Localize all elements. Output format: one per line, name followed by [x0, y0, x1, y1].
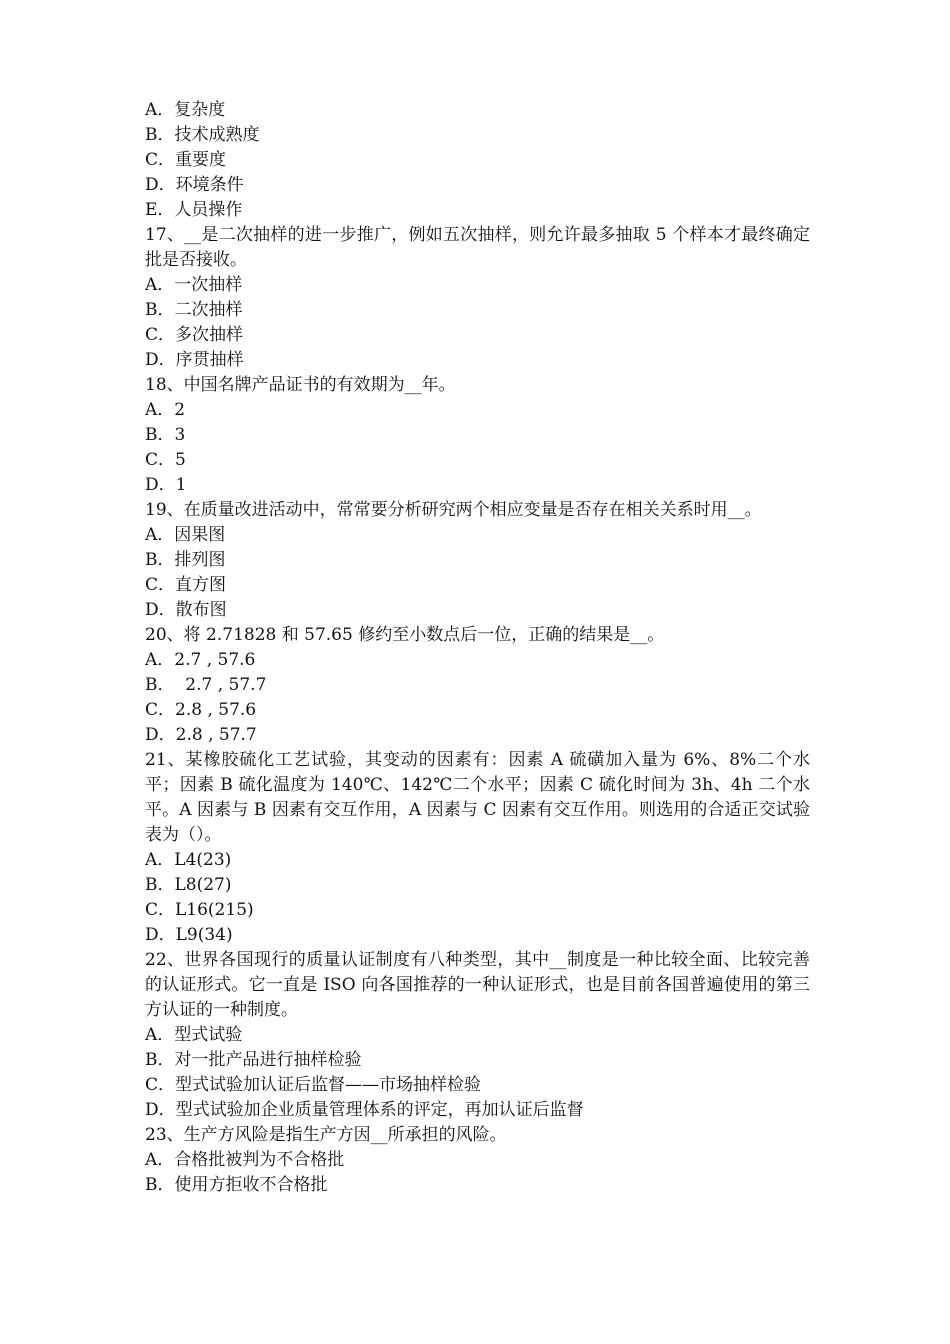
option-line: C．L16(215) [145, 900, 254, 920]
option-line: B． 2.7 , 57.7 [145, 675, 267, 695]
option-line: A．型式试验 [145, 1025, 243, 1045]
option-line: C．5 [145, 450, 186, 470]
document-page [145, 98, 810, 1198]
question-20: 20、将 2.71828 和 57.65 修约至小数点后一位，正确的结果是__。 [145, 625, 665, 645]
option-line: B．3 [145, 425, 186, 445]
option-line: B．技术成熟度 [145, 125, 260, 145]
option-line: D．散布图 [145, 600, 227, 620]
option-line: D．序贯抽样 [145, 350, 244, 370]
question-19: 19、在质量改进活动中，常常要分析研究两个相应变量是否存在相关关系时用__。 [145, 500, 762, 520]
option-line: A．合格批被判为不合格批 [145, 1150, 345, 1170]
option-line: D．1 [145, 475, 187, 495]
option-line: B．排列图 [145, 550, 226, 570]
option-line: E．人员操作 [145, 200, 243, 220]
option-line: C．直方图 [145, 575, 227, 595]
option-line: A．2 [145, 400, 186, 420]
option-line: C．2.8 , 57.6 [145, 700, 257, 720]
option-line: A．因果图 [145, 525, 226, 545]
option-line: D．环境条件 [145, 175, 244, 195]
option-line: B．二次抽样 [145, 300, 243, 320]
option-line: A．2.7 , 57.6 [145, 650, 256, 670]
question-22: 22、世界各国现行的质量认证制度有八种类型，其中__制度是一种比较全面、比较完善的认证形式。它一直是 ISO 向各国推荐的一种认证形式，也是目前各国普遍使用的第三方认证的一种制度。 [145, 950, 810, 1020]
option-line: A．L4(23) [145, 850, 232, 870]
option-line: C．多次抽样 [145, 325, 244, 345]
option-line: D．L9(34) [145, 925, 233, 945]
option-line: C．重要度 [145, 150, 227, 170]
question-21: 21、某橡胶硫化工艺试验，其变动的因素有：因素 A 硫磺加入量为 6%、8%二个水平；因素 B 硫化温度为 140℃、142℃二个水平；因素 C 硫化时间为 3h、4h 二个水平。A 因素与 B 因素有交互作用，A 因素与 C 因素有交互作用。则选用的合适正交试验表为（）。 [145, 750, 810, 845]
option-line: A．复杂度 [145, 100, 226, 120]
option-line: B．对一批产品进行抽样检验 [145, 1050, 362, 1070]
option-line: A．一次抽样 [145, 275, 243, 295]
option-line: B．L8(27) [145, 875, 232, 895]
option-line: D．型式试验加企业质量管理体系的评定，再加认证后监督 [145, 1100, 584, 1120]
option-line: D．2.8 , 57.7 [145, 725, 257, 745]
question-23: 23、生产方风险是指生产方因__所承担的风险。 [145, 1125, 507, 1145]
question-17: 17、__是二次抽样的进一步推广，例如五次抽样，则允许最多抽取 5 个样本才最终确定批是否接收。 [145, 225, 810, 270]
option-line: C．型式试验加认证后监督——市场抽样检验 [145, 1075, 482, 1095]
option-line: B．使用方拒收不合格批 [145, 1175, 328, 1195]
question-18: 18、中国名牌产品证书的有效期为__年。 [145, 375, 456, 395]
